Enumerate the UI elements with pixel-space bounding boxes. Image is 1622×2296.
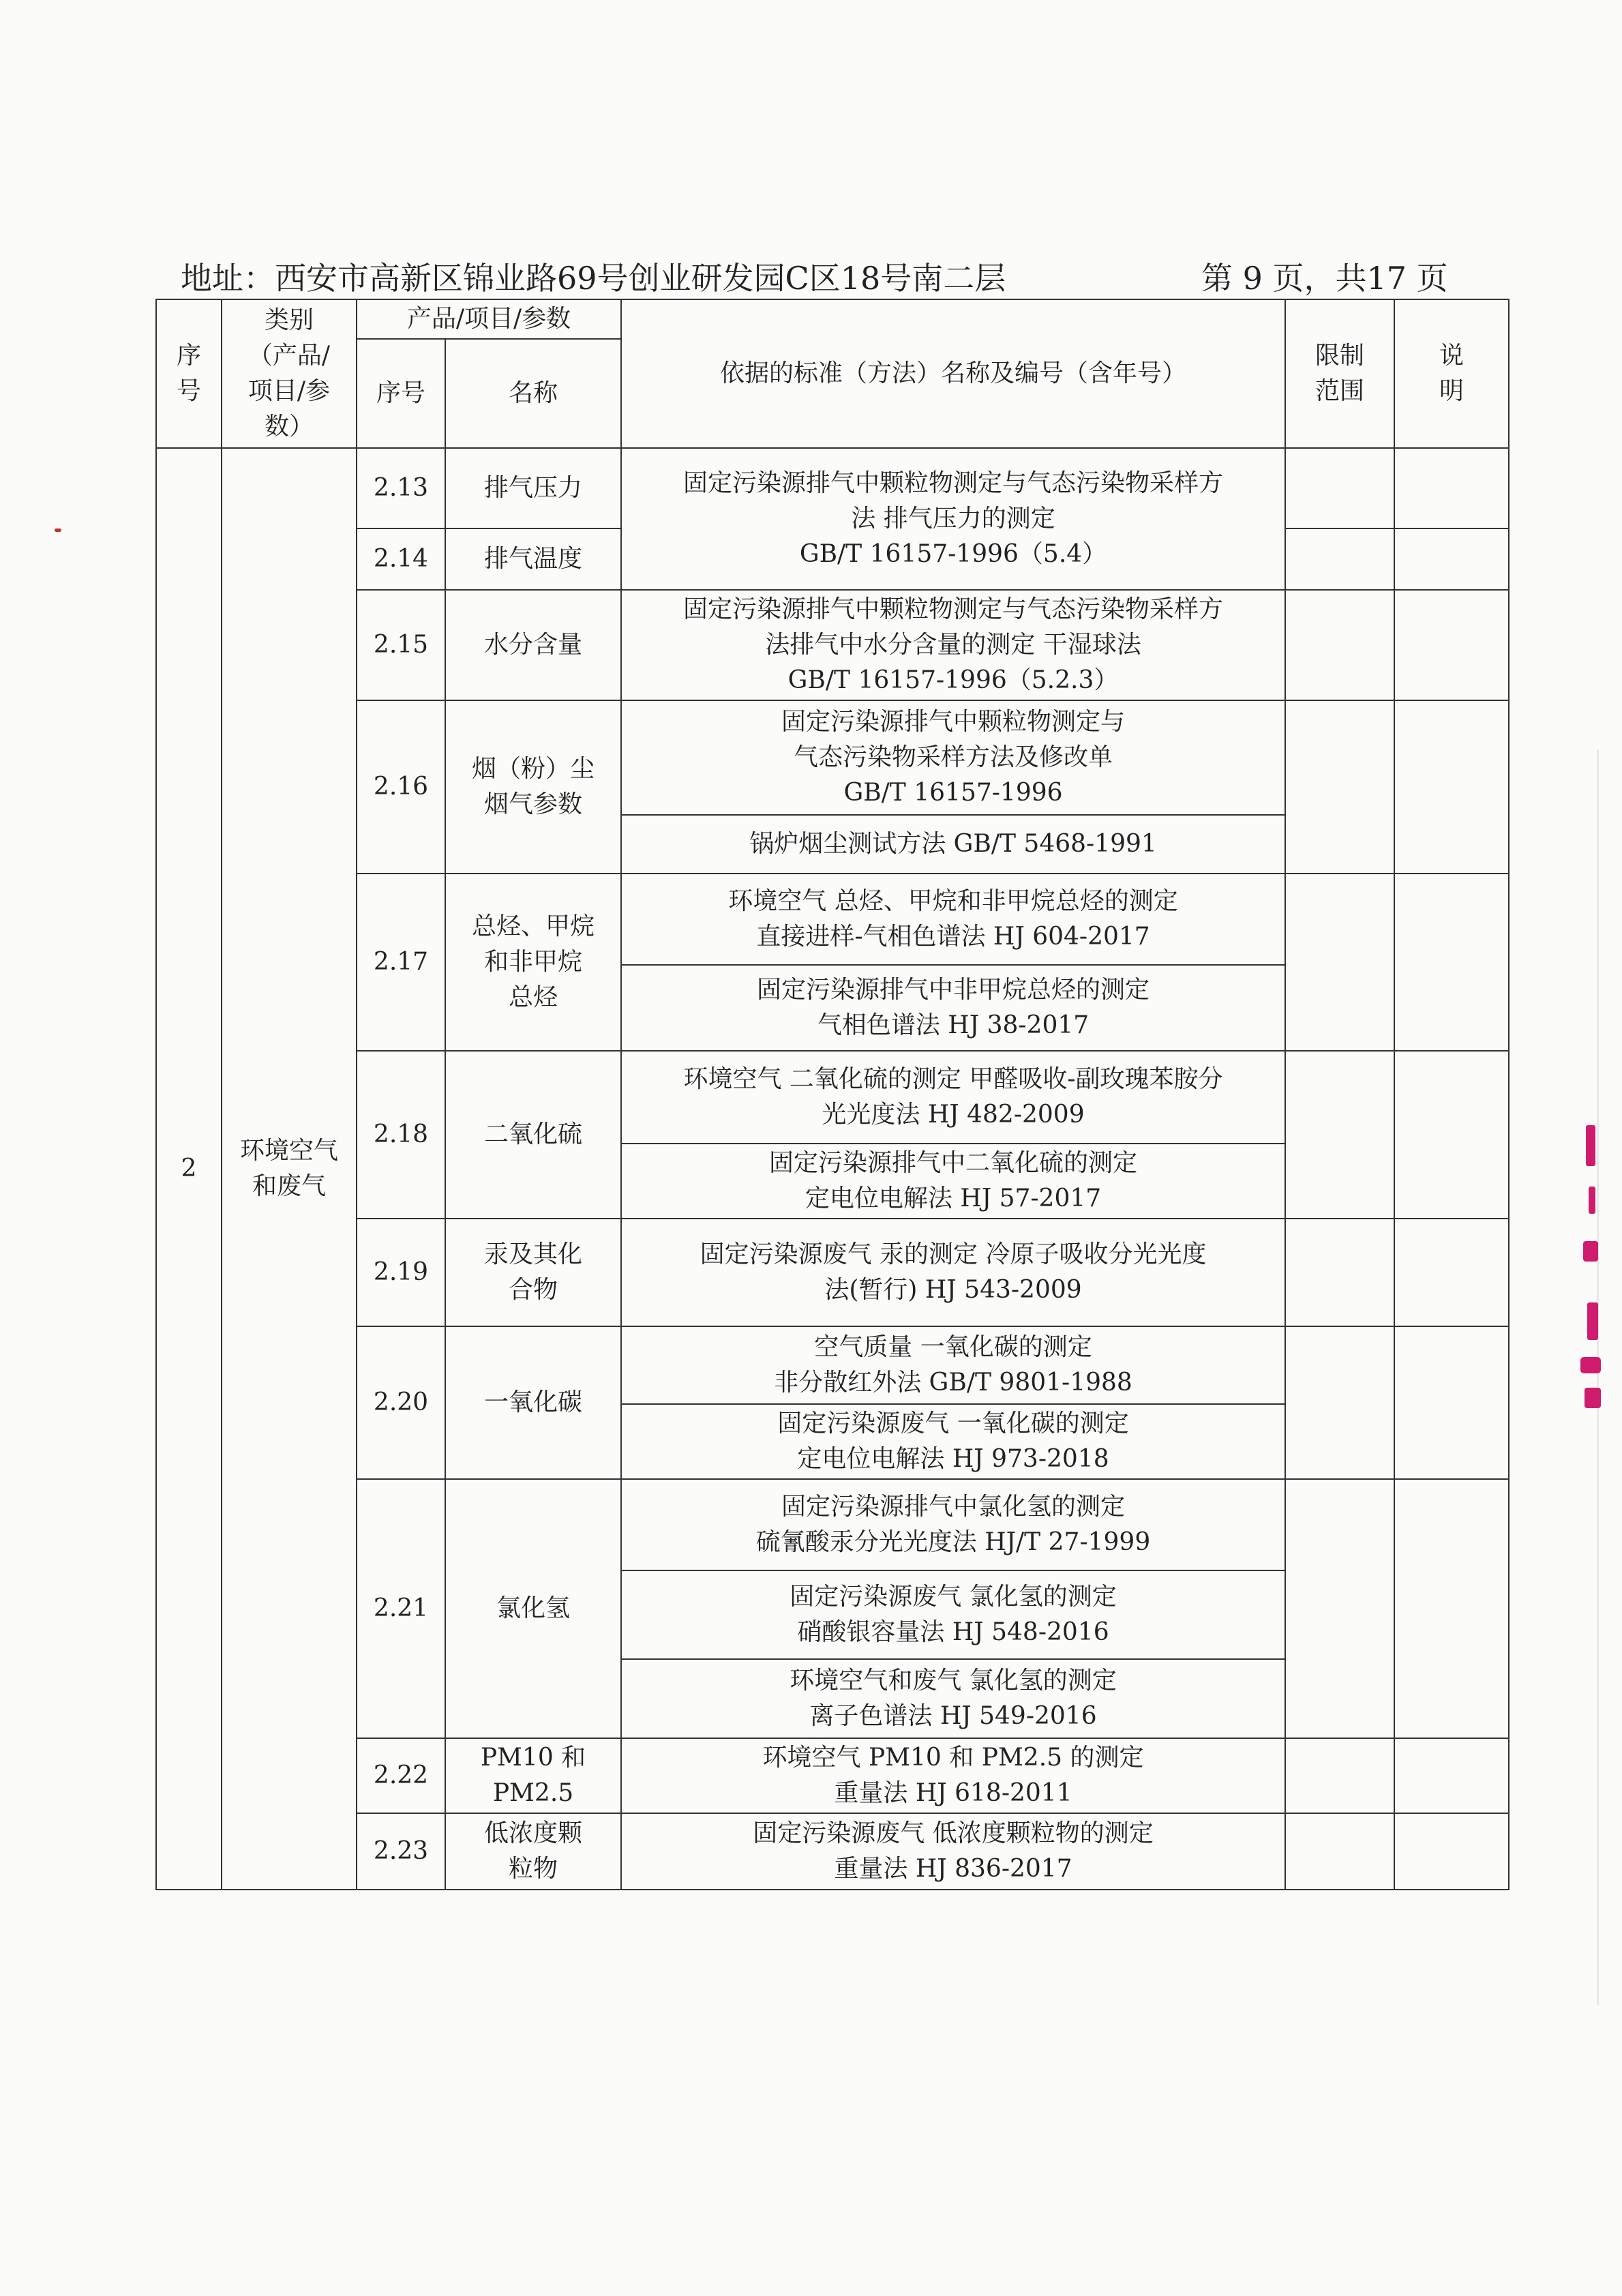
item-name: 低浓度颗 粒物 [445, 1813, 621, 1890]
standard-cell: 固定污染源排气中氯化氢的测定 硫氰酸汞分光光度法 HJ/T 27-1999 [621, 1479, 1285, 1570]
standard-cell: 固定污染源排气中颗粒物测定与气态污染物采样方 法 排气压力的测定 GB/T 16157-1996（5.4） [621, 448, 1285, 590]
limit-cell [1285, 700, 1394, 874]
group-seq: 2 [156, 448, 222, 1890]
item-name: 氯化氢 [445, 1479, 621, 1738]
item-no: 2.19 [357, 1219, 445, 1326]
item-name: 总烃、甲烷 和非甲烷 总烃 [445, 874, 621, 1051]
limit-cell [1285, 1813, 1394, 1890]
standard-cell: 环境空气 二氧化硫的测定 甲醛吸收-副玫瑰苯胺分 光光度法 HJ 482-2009 [621, 1051, 1285, 1144]
item-name: 二氧化硫 [445, 1051, 621, 1219]
page-number: 第 9 页，共17 页 [1201, 260, 1448, 297]
note-cell [1394, 1813, 1509, 1890]
item-no: 2.13 [357, 448, 445, 528]
standard-cell: 固定污染源排气中颗粒物测定与 气态污染物采样方法及修改单 GB/T 16157-1996 [621, 700, 1285, 815]
note-cell [1394, 448, 1509, 528]
standard-cell: 固定污染源排气中二氧化硫的测定 定电位电解法 HJ 57-2017 [621, 1144, 1285, 1219]
limit-cell [1285, 528, 1394, 590]
seal-fragment-icon [1574, 1125, 1615, 1412]
item-no: 2.23 [357, 1813, 445, 1890]
standard-cell: 固定污染源废气 氯化氢的测定 硝酸银容量法 HJ 548-2016 [621, 1570, 1285, 1659]
standard-cell: 环境空气和废气 氯化氢的测定 离子色谱法 HJ 549-2016 [621, 1659, 1285, 1738]
note-cell [1394, 1326, 1509, 1479]
limit-cell [1285, 1326, 1394, 1479]
header-address: 地址：西安市高新区锦业路69号创业研发园C区18号南二层 [181, 260, 1006, 297]
standard-cell: 固定污染源排气中非甲烷总烃的测定 气相色谱法 HJ 38-2017 [621, 965, 1285, 1051]
limit-cell [1285, 1219, 1394, 1326]
item-name: 汞及其化 合物 [445, 1219, 621, 1326]
item-no: 2.17 [357, 874, 445, 1051]
limit-cell [1285, 1738, 1394, 1813]
limit-cell [1285, 1051, 1394, 1219]
standard-cell: 空气质量 一氧化碳的测定 非分散红外法 GB/T 9801-1988 [621, 1326, 1285, 1404]
item-no: 2.15 [357, 590, 445, 700]
col-header-product-group: 产品/项目/参数 [357, 299, 621, 339]
col-header-seq: 序 号 [156, 299, 222, 448]
note-cell [1394, 1479, 1509, 1738]
item-name: PM10 和 PM2.5 [445, 1738, 621, 1813]
note-cell [1394, 1219, 1509, 1326]
col-header-sub-seq: 序号 [357, 339, 445, 448]
item-no: 2.20 [357, 1326, 445, 1479]
col-header-category: 类别 （产品/ 项目/参 数） [222, 299, 357, 448]
item-name: 水分含量 [445, 590, 621, 700]
group-category: 环境空气 和废气 [222, 448, 357, 1890]
note-cell [1394, 1738, 1509, 1813]
item-no: 2.16 [357, 700, 445, 874]
scope-table [155, 299, 1510, 1890]
note-cell [1394, 1051, 1509, 1219]
note-cell [1394, 700, 1509, 874]
col-header-standard: 依据的标准（方法）名称及编号（含年号） [621, 299, 1285, 448]
item-name: 烟（粉）尘 烟气参数 [445, 700, 621, 874]
limit-cell [1285, 590, 1394, 700]
item-no: 2.21 [357, 1479, 445, 1738]
item-no: 2.14 [357, 528, 445, 590]
limit-cell [1285, 874, 1394, 1051]
col-header-limit: 限制 范围 [1285, 299, 1394, 448]
scan-speck [55, 528, 61, 532]
item-name: 排气压力 [445, 448, 621, 528]
standard-cell: 固定污染源废气 低浓度颗粒物的测定 重量法 HJ 836-2017 [621, 1813, 1285, 1890]
standard-cell: 环境空气 PM10 和 PM2.5 的测定 重量法 HJ 618-2011 [621, 1738, 1285, 1813]
item-no: 2.18 [357, 1051, 445, 1219]
standard-cell: 固定污染源废气 一氧化碳的测定 定电位电解法 HJ 973-2018 [621, 1404, 1285, 1479]
note-cell [1394, 874, 1509, 1051]
limit-cell [1285, 448, 1394, 528]
item-no: 2.22 [357, 1738, 445, 1813]
standard-cell: 锅炉烟尘测试方法 GB/T 5468-1991 [621, 815, 1285, 874]
standard-cell: 固定污染源排气中颗粒物测定与气态污染物采样方 法排气中水分含量的测定 干湿球法 GB/T 16157-1996（5.2.3） [621, 590, 1285, 700]
standard-cell: 固定污染源废气 汞的测定 冷原子吸收分光光度 法(暂行) HJ 543-2009 [621, 1219, 1285, 1326]
col-header-note: 说 明 [1394, 299, 1509, 448]
item-name: 一氧化碳 [445, 1326, 621, 1479]
limit-cell [1285, 1479, 1394, 1738]
note-cell [1394, 590, 1509, 700]
note-cell [1394, 528, 1509, 590]
item-name: 排气温度 [445, 528, 621, 590]
standard-cell: 环境空气 总烃、甲烷和非甲烷总烃的测定 直接进样-气相色谱法 HJ 604-2017 [621, 874, 1285, 965]
col-header-name: 名称 [445, 339, 621, 448]
